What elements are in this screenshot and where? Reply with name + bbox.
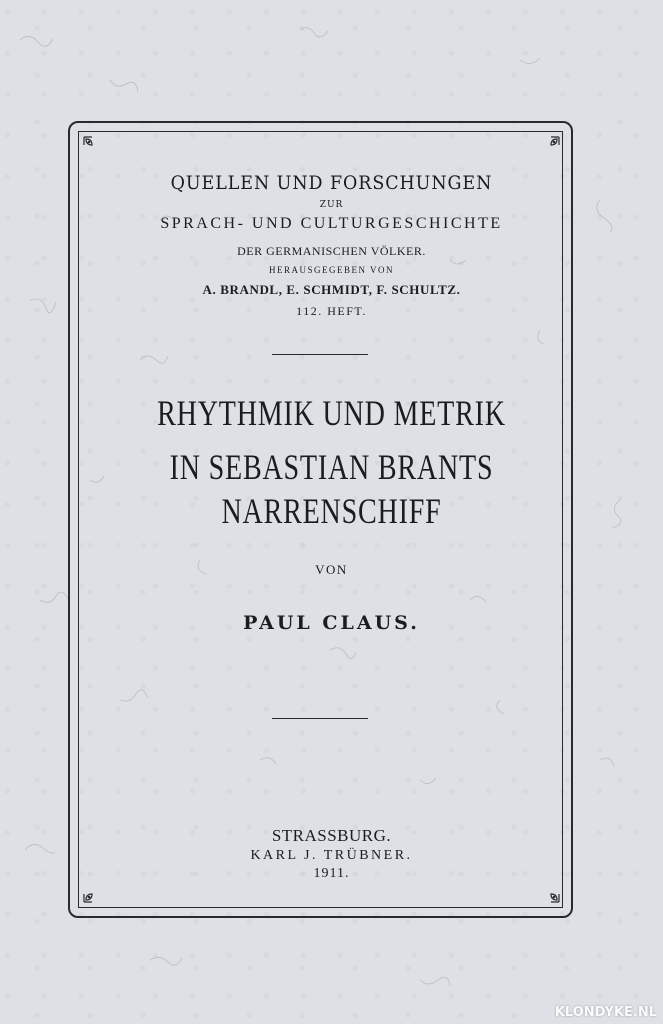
divider-rule: [272, 354, 368, 355]
book-title-line-2: IN SEBASTIAN BRANTS: [169, 447, 494, 487]
corner-ornament-icon: [541, 884, 561, 904]
series-subtitle: SPRACH- UND CULTURGESCHICHTE: [160, 215, 503, 232]
book-title-line-1: RHYTHMIK UND METRIK: [157, 393, 506, 433]
corner-ornament-icon: [82, 884, 102, 904]
watermark-logo: KLONDYKE.NL: [554, 1005, 657, 1020]
series-title: QUELLEN UND FORSCHUNGEN: [170, 172, 493, 194]
corner-ornament-icon: [82, 135, 102, 155]
by-label: VON: [315, 562, 348, 577]
editors: A. BRANDL, E. SCHMIDT, F. SCHULTZ.: [202, 282, 461, 297]
publication-place: STRASSBURG.: [271, 826, 392, 845]
corner-ornament-icon: [541, 135, 561, 155]
book-title-line-3: NARRENSCHIFF: [221, 491, 442, 531]
issue-number: 112. HEFT.: [296, 304, 367, 318]
series-connector: ZUR: [319, 200, 344, 210]
divider-rule: [272, 718, 368, 719]
series-subtitle-second-line: DER GERMANISCHEN VÖLKER.: [237, 244, 426, 258]
author-name: PAUL CLAUS.: [243, 612, 420, 634]
publisher: KARL J. TRÜBNER.: [250, 848, 413, 863]
publication-year: 1911.: [313, 866, 350, 881]
editor-label: HERAUSGEGEBEN VON: [268, 265, 395, 275]
